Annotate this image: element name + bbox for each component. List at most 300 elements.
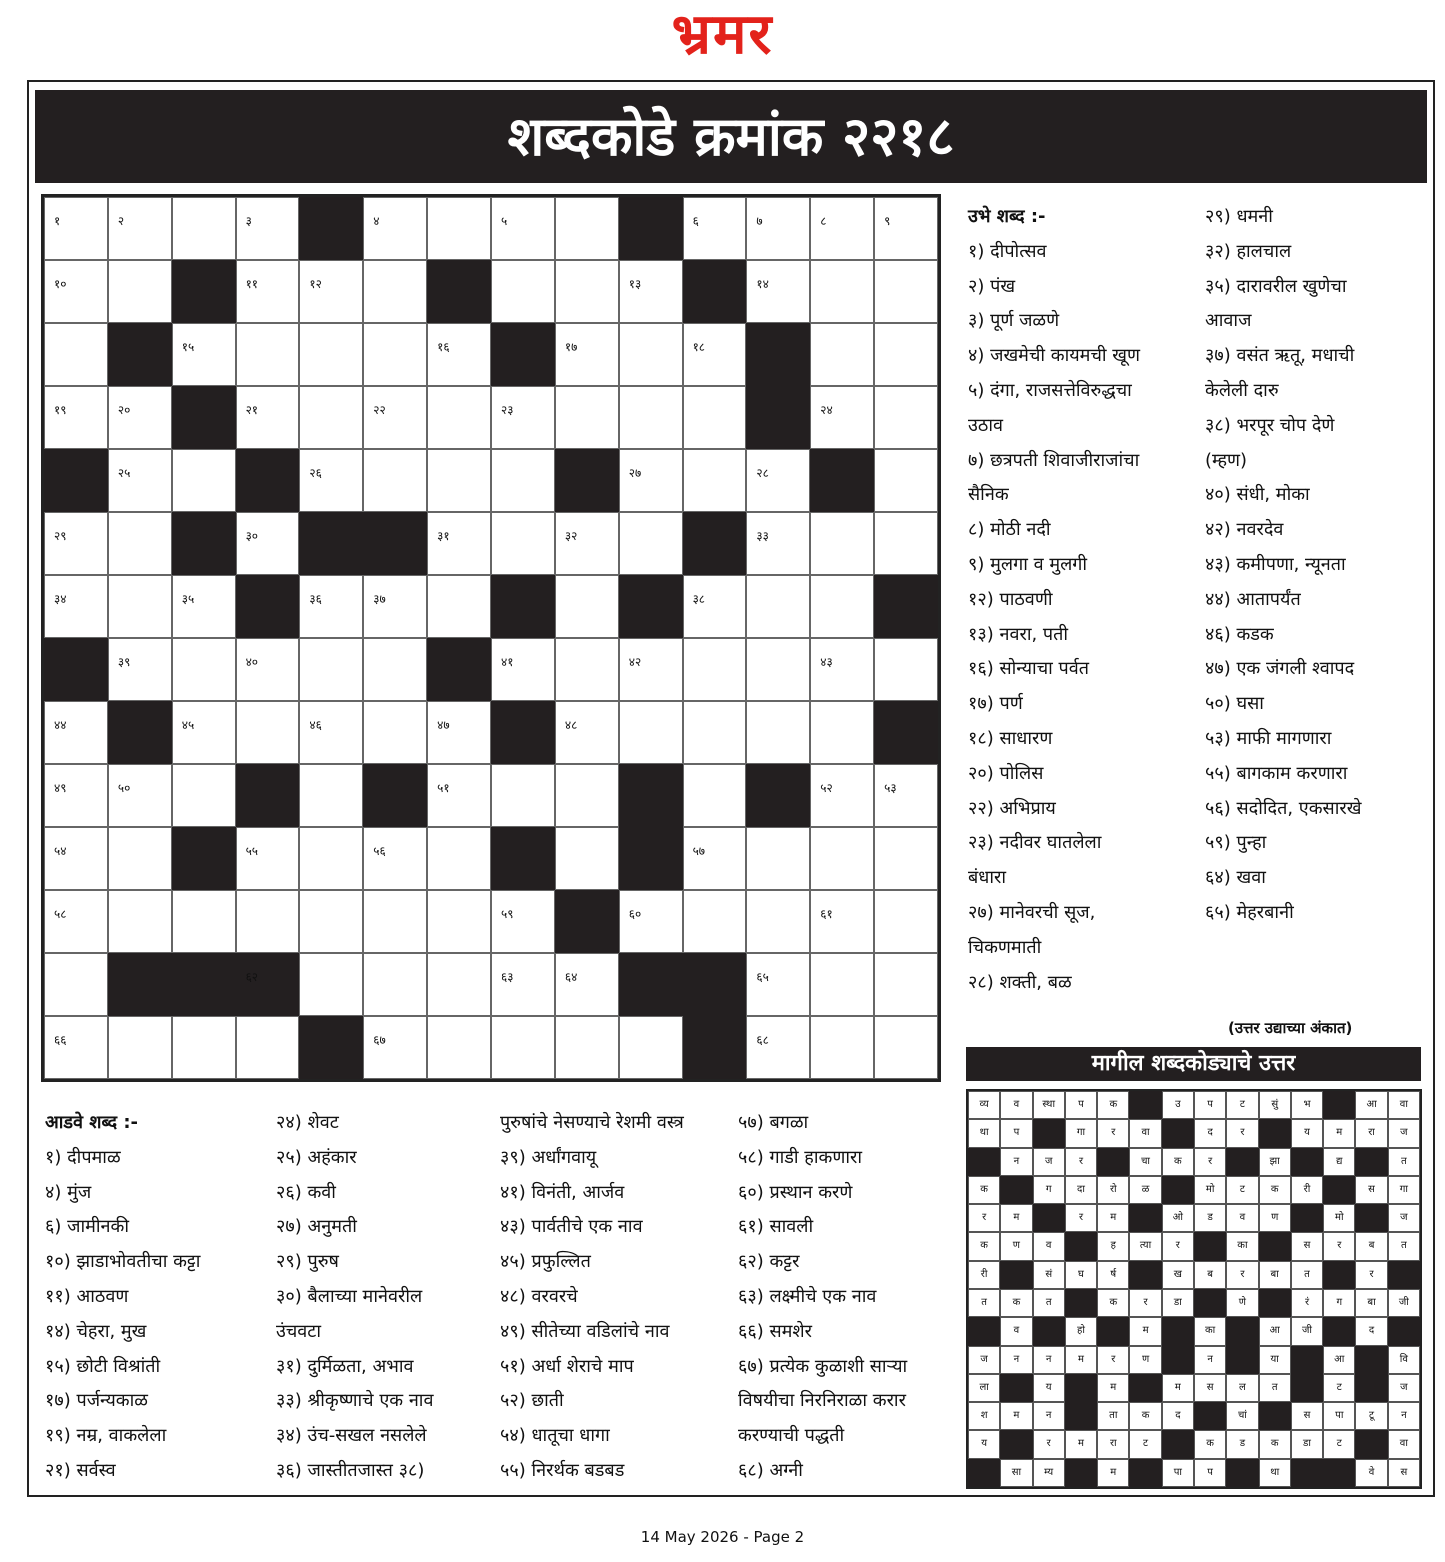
grid-cell[interactable] (810, 827, 874, 890)
answer-cell: या (1259, 1346, 1291, 1374)
grid-cell[interactable] (619, 701, 683, 764)
grid-cell[interactable] (746, 449, 810, 512)
answer-cell: टू (1355, 1402, 1387, 1430)
clue-number: ५१ (437, 781, 450, 795)
grid-cell[interactable] (619, 1016, 683, 1079)
clue-number: ३४ (54, 592, 67, 606)
answer-cell: व (1000, 1317, 1032, 1345)
grid-cell[interactable] (44, 260, 108, 323)
grid-cell[interactable] (108, 260, 172, 323)
grid-cell[interactable] (299, 386, 363, 449)
grid-cell[interactable] (44, 386, 108, 449)
clue-number: ५९ (501, 907, 514, 921)
grid-block (874, 575, 938, 638)
grid-cell[interactable] (299, 764, 363, 827)
answer-block (1000, 1261, 1032, 1289)
grid-cell[interactable] (427, 890, 491, 953)
grid-cell[interactable] (874, 890, 938, 953)
grid-cell[interactable] (746, 197, 810, 260)
clue-text: ६०) प्रस्थान करणे (738, 1181, 853, 1203)
grid-block (683, 512, 747, 575)
grid-cell[interactable] (491, 512, 555, 575)
grid-cell[interactable] (810, 323, 874, 386)
grid-cell[interactable] (44, 890, 108, 953)
answer-cell: रो (1097, 1176, 1129, 1204)
grid-cell[interactable] (427, 1016, 491, 1079)
grid-cell[interactable] (491, 638, 555, 701)
clue-text: ४३) पार्वतीचे एक नाव (500, 1216, 643, 1238)
grid-cell[interactable] (874, 827, 938, 890)
grid-cell[interactable] (108, 449, 172, 512)
clue-text: २३) नदीवर घातलेला (968, 832, 1102, 854)
answer-cell: ट (1129, 1430, 1161, 1458)
clue-text: ३) पूर्ण जळणे (968, 310, 1060, 332)
answer-cell: श (968, 1402, 1000, 1430)
answer-cell: चा (1129, 1148, 1161, 1176)
clue-text: ५७) बगळा (738, 1112, 809, 1133)
answer-block (1388, 1261, 1420, 1289)
answer-cell: सा (1000, 1459, 1032, 1487)
grid-cell[interactable] (299, 890, 363, 953)
grid-cell[interactable] (555, 197, 619, 260)
grid-cell[interactable] (619, 260, 683, 323)
grid-cell[interactable] (491, 890, 555, 953)
grid-cell[interactable] (427, 386, 491, 449)
grid-block (619, 827, 683, 890)
answer-cell: क (1129, 1402, 1161, 1430)
grid-cell[interactable] (172, 890, 236, 953)
clue-text: ३२) हालचाल (1205, 240, 1292, 262)
grid-cell[interactable] (619, 512, 683, 575)
clue-text: १७) पर्ण (968, 693, 1023, 715)
clue-number: ५४ (54, 844, 67, 858)
grid-cell[interactable] (427, 827, 491, 890)
grid-cell[interactable] (555, 386, 619, 449)
answer-cell: री (968, 1261, 1000, 1289)
clue-number: ३९ (117, 655, 131, 669)
grid-cell[interactable] (236, 638, 300, 701)
grid-cell[interactable] (44, 827, 108, 890)
clue-number: २६ (309, 466, 322, 480)
clue-number: ३६ (309, 592, 322, 606)
grid-cell[interactable] (555, 260, 619, 323)
clue-text: ४९) सीतेच्या वडिलांचे नाव (500, 1320, 670, 1342)
answer-cell: मो (1194, 1176, 1226, 1204)
grid-cell[interactable] (874, 638, 938, 701)
grid-cell[interactable] (427, 197, 491, 260)
clue-text: २९) पुरुष (276, 1251, 339, 1273)
grid-cell[interactable] (874, 764, 938, 827)
grid-cell[interactable] (44, 575, 108, 638)
answer-cell: ड (1194, 1204, 1226, 1232)
grid-block (299, 1016, 363, 1079)
answer-cell: व (1033, 1232, 1065, 1260)
grid-cell[interactable] (236, 701, 300, 764)
answer-cell: सं (1033, 1261, 1065, 1289)
grid-cell[interactable] (44, 764, 108, 827)
grid-cell[interactable] (299, 260, 363, 323)
answer-cell: हो (1065, 1317, 1097, 1345)
grid-cell[interactable] (108, 386, 172, 449)
grid-cell[interactable] (172, 701, 236, 764)
grid-cell[interactable] (236, 323, 300, 386)
grid-cell[interactable] (108, 827, 172, 890)
answer-block (1033, 1204, 1065, 1232)
grid-block (491, 575, 555, 638)
clue-text: १४) चेहरा, मुख (45, 1320, 147, 1342)
grid-cell[interactable] (363, 638, 427, 701)
grid-cell[interactable] (746, 890, 810, 953)
grid-cell[interactable] (44, 1016, 108, 1079)
answer-cell: त्या (1129, 1232, 1161, 1260)
grid-cell[interactable] (874, 1016, 938, 1079)
grid-cell[interactable] (427, 512, 491, 575)
clue-number: २० (117, 403, 131, 417)
grid-cell[interactable] (363, 701, 427, 764)
answer-cell: क (1259, 1176, 1291, 1204)
grid-cell[interactable] (555, 953, 619, 1016)
grid-cell[interactable] (619, 449, 683, 512)
grid-cell[interactable] (299, 323, 363, 386)
grid-cell[interactable] (683, 764, 747, 827)
answer-block (1129, 1204, 1161, 1232)
grid-cell[interactable] (108, 575, 172, 638)
clue-text: ५५) बागकाम करणारा (1205, 762, 1348, 784)
clue-number: ५२ (820, 781, 833, 795)
clue-text: (म्हण) (1205, 449, 1248, 471)
grid-block (236, 764, 300, 827)
clue-text: केलेली दारु (1205, 379, 1279, 401)
answer-cell: उ (1162, 1091, 1194, 1119)
grid-cell[interactable] (427, 953, 491, 1016)
grid-cell[interactable] (619, 323, 683, 386)
answer-cell: ण (1129, 1346, 1161, 1374)
answer-cell: य (1291, 1119, 1323, 1147)
clue-text: चिकणमाती (968, 936, 1042, 958)
grid-cell[interactable] (108, 890, 172, 953)
answer-cell: क (1194, 1430, 1226, 1458)
clue-text: ३९) अर्धांगवायू (500, 1146, 597, 1168)
answer-block (1291, 1374, 1323, 1402)
grid-cell[interactable] (746, 1016, 810, 1079)
grid-cell[interactable] (683, 575, 747, 638)
grid-cell[interactable] (555, 701, 619, 764)
grid-cell[interactable] (363, 575, 427, 638)
grid-cell[interactable] (746, 512, 810, 575)
grid-cell[interactable] (874, 953, 938, 1016)
grid-cell[interactable] (810, 386, 874, 449)
answer-cell: स (1388, 1459, 1420, 1487)
grid-cell[interactable] (363, 323, 427, 386)
clue-number: १७ (564, 340, 578, 354)
grid-cell[interactable] (874, 449, 938, 512)
grid-cell[interactable] (44, 701, 108, 764)
grid-cell[interactable] (555, 638, 619, 701)
grid-cell[interactable] (683, 701, 747, 764)
grid-cell[interactable] (746, 701, 810, 764)
answer-block (1291, 1148, 1323, 1176)
grid-cell[interactable] (108, 1016, 172, 1079)
grid-cell[interactable] (236, 827, 300, 890)
clue-number: ४९ (54, 781, 67, 795)
grid-cell[interactable] (874, 260, 938, 323)
grid-cell[interactable] (236, 512, 300, 575)
grid-block (236, 575, 300, 638)
grid-cell[interactable] (108, 764, 172, 827)
grid-cell[interactable] (810, 1016, 874, 1079)
down-clues-heading: उभे शब्द :- (968, 206, 1046, 227)
grid-cell[interactable] (491, 449, 555, 512)
grid-cell[interactable] (874, 386, 938, 449)
answer-cell: प (1000, 1119, 1032, 1147)
clue-text: ३७) वसंत ऋतू, मधाची (1205, 345, 1355, 367)
grid-cell[interactable] (236, 1016, 300, 1079)
clue-text: ४६) कडक (1205, 623, 1274, 645)
grid-cell[interactable] (236, 386, 300, 449)
grid-cell[interactable] (172, 323, 236, 386)
answer-cell: वा (1129, 1119, 1161, 1147)
answer-cell: र (1129, 1289, 1161, 1317)
answer-cell: र (1065, 1204, 1097, 1232)
grid-cell[interactable] (619, 638, 683, 701)
grid-cell[interactable] (810, 701, 874, 764)
grid-cell[interactable] (299, 953, 363, 1016)
grid-cell[interactable] (874, 197, 938, 260)
across-clues-col4 (738, 1106, 958, 1489)
answer-block (1259, 1402, 1291, 1430)
answer-cell: द्य (1323, 1148, 1355, 1176)
clue-text: ५०) घसा (1205, 693, 1264, 715)
answer-cell: ख (1162, 1261, 1194, 1289)
grid-cell[interactable] (427, 449, 491, 512)
answer-cell: र (1065, 1148, 1097, 1176)
answer-cell: वि (1388, 1346, 1420, 1374)
grid-cell[interactable] (44, 323, 108, 386)
grid-cell[interactable] (172, 197, 236, 260)
grid-cell[interactable] (746, 827, 810, 890)
answer-cell: न (1194, 1346, 1226, 1374)
answer-cell: र (1033, 1430, 1065, 1458)
clue-number: ३७ (373, 592, 386, 606)
clue-number: ५७ (692, 844, 706, 858)
clue-number: ६२ (245, 970, 259, 984)
grid-cell[interactable] (683, 197, 747, 260)
clue-number: ६ (692, 214, 699, 228)
answer-block (1323, 1317, 1355, 1345)
answer-block (1259, 1289, 1291, 1317)
grid-cell[interactable] (746, 953, 810, 1016)
grid-cell[interactable] (363, 1016, 427, 1079)
grid-cell[interactable] (810, 260, 874, 323)
grid-cell[interactable] (491, 386, 555, 449)
answer-cell: क (1162, 1148, 1194, 1176)
answer-block (1000, 1176, 1032, 1204)
grid-cell[interactable] (299, 575, 363, 638)
clue-number: ६६ (54, 1033, 67, 1047)
answer-cell: का (1226, 1232, 1258, 1260)
answer-cell: डा (1162, 1289, 1194, 1317)
answer-cell: क (1000, 1289, 1032, 1317)
clue-text: ६८) अग्नी (738, 1459, 803, 1481)
grid-cell[interactable] (874, 512, 938, 575)
grid-block (683, 1016, 747, 1079)
grid-block (746, 764, 810, 827)
grid-cell[interactable] (172, 575, 236, 638)
clue-text: आवाज (1205, 310, 1252, 332)
clue-number: ५ (501, 214, 508, 228)
grid-cell[interactable] (172, 1016, 236, 1079)
grid-cell[interactable] (683, 323, 747, 386)
grid-cell[interactable] (236, 197, 300, 260)
answer-block (1355, 1374, 1387, 1402)
grid-cell[interactable] (363, 953, 427, 1016)
answer-cell: वे (1355, 1459, 1387, 1487)
answer-cell: था (968, 1119, 1000, 1147)
grid-block (619, 764, 683, 827)
answer-cell: म (1000, 1204, 1032, 1232)
answer-cell: म (1000, 1402, 1032, 1430)
answer-cell: म (1065, 1430, 1097, 1458)
grid-cell[interactable] (491, 260, 555, 323)
grid-cell[interactable] (683, 827, 747, 890)
grid-cell[interactable] (810, 764, 874, 827)
grid-cell[interactable] (44, 512, 108, 575)
grid-cell[interactable] (555, 827, 619, 890)
clue-text: २) पंख (968, 275, 1016, 297)
grid-cell[interactable] (299, 701, 363, 764)
grid-cell[interactable] (810, 638, 874, 701)
grid-cell[interactable] (108, 512, 172, 575)
answer-block (1291, 1204, 1323, 1232)
grid-cell[interactable] (810, 512, 874, 575)
grid-cell[interactable] (108, 638, 172, 701)
answer-block (1000, 1374, 1032, 1402)
grid-cell[interactable] (810, 890, 874, 953)
clue-number: ४५ (181, 718, 195, 732)
grid-block (619, 197, 683, 260)
clue-number: २५ (117, 466, 131, 480)
grid-cell[interactable] (427, 701, 491, 764)
grid-cell[interactable] (363, 386, 427, 449)
grid-block (108, 953, 172, 1016)
grid-cell[interactable] (683, 638, 747, 701)
grid-cell[interactable] (299, 638, 363, 701)
answer-cell: स्था (1033, 1091, 1065, 1119)
clue-number: २८ (756, 466, 769, 480)
grid-block (299, 197, 363, 260)
clue-text: ५) दंगा, राजसत्तेविरुद्धचा (968, 379, 1132, 401)
grid-cell[interactable] (363, 449, 427, 512)
grid-cell[interactable] (619, 386, 683, 449)
answer-cell: य (968, 1430, 1000, 1458)
answer-block (1129, 1261, 1161, 1289)
grid-cell[interactable] (299, 449, 363, 512)
answer-cell: ब (1194, 1261, 1226, 1289)
grid-cell[interactable] (491, 764, 555, 827)
grid-cell[interactable] (619, 890, 683, 953)
clue-number: ४२ (628, 655, 642, 669)
answer-cell: ण (1000, 1232, 1032, 1260)
clue-number: ४१ (501, 655, 514, 669)
grid-cell[interactable] (683, 890, 747, 953)
answer-cell: म्य (1033, 1459, 1065, 1487)
answer-block (1323, 1459, 1355, 1487)
grid-cell[interactable] (746, 638, 810, 701)
grid-cell[interactable] (874, 323, 938, 386)
grid-cell[interactable] (555, 323, 619, 386)
grid-cell[interactable] (363, 197, 427, 260)
grid-cell[interactable] (108, 197, 172, 260)
grid-cell[interactable] (363, 827, 427, 890)
grid-cell[interactable] (683, 449, 747, 512)
clue-number: ३० (245, 529, 259, 543)
clue-text: ६) जामीनकी (45, 1216, 130, 1238)
grid-cell[interactable] (555, 512, 619, 575)
clue-text: ११) आठवण (45, 1285, 129, 1307)
grid-cell[interactable] (491, 197, 555, 260)
answer-cell: रं (1291, 1289, 1323, 1317)
grid-cell[interactable] (44, 197, 108, 260)
grid-cell[interactable] (172, 638, 236, 701)
grid-cell[interactable] (299, 827, 363, 890)
answer-block (1194, 1232, 1226, 1260)
answer-block (1226, 1317, 1258, 1345)
clue-number: ९ (884, 214, 891, 228)
clue-number: ४ (373, 214, 380, 228)
answer-block (1129, 1091, 1161, 1119)
grid-cell[interactable] (491, 953, 555, 1016)
grid-cell[interactable] (746, 260, 810, 323)
grid-cell[interactable] (810, 575, 874, 638)
clue-number: ६४ (564, 970, 578, 984)
grid-block (683, 953, 747, 1016)
grid-cell[interactable] (746, 575, 810, 638)
clue-text: ५५) निरर्थक बडबड (500, 1459, 625, 1481)
grid-cell[interactable] (491, 1016, 555, 1079)
grid-cell[interactable] (810, 953, 874, 1016)
grid-block (172, 512, 236, 575)
answer-cell: आ (1355, 1091, 1387, 1119)
answer-block (1033, 1317, 1065, 1345)
grid-cell[interactable] (427, 575, 491, 638)
grid-cell[interactable] (427, 764, 491, 827)
grid-cell[interactable] (555, 1016, 619, 1079)
grid-cell[interactable] (810, 197, 874, 260)
grid-cell[interactable] (236, 260, 300, 323)
grid-cell[interactable] (236, 890, 300, 953)
clue-text: ७) छत्रपती शिवाजीराजांचा (968, 449, 1140, 471)
answer-block (1000, 1430, 1032, 1458)
answer-block (1259, 1119, 1291, 1147)
grid-cell[interactable] (555, 575, 619, 638)
answer-cell: म (1065, 1346, 1097, 1374)
answer-cell: क (1259, 1430, 1291, 1458)
clue-text: २१) सर्वस्व (45, 1459, 116, 1481)
grid-cell[interactable] (363, 890, 427, 953)
clue-text: १५) छोटी विश्रांती (45, 1355, 161, 1377)
answer-block (1065, 1289, 1097, 1317)
grid-cell[interactable] (44, 953, 108, 1016)
clue-number: ८ (820, 214, 827, 228)
grid-cell[interactable] (363, 260, 427, 323)
answer-cell: व्य (968, 1091, 1000, 1119)
grid-cell[interactable] (427, 323, 491, 386)
grid-cell[interactable] (172, 449, 236, 512)
grid-cell[interactable] (683, 386, 747, 449)
grid-cell[interactable] (172, 764, 236, 827)
grid-cell[interactable] (555, 764, 619, 827)
clue-text: ३३) श्रीकृष्णाचे एक नाव (276, 1390, 434, 1412)
